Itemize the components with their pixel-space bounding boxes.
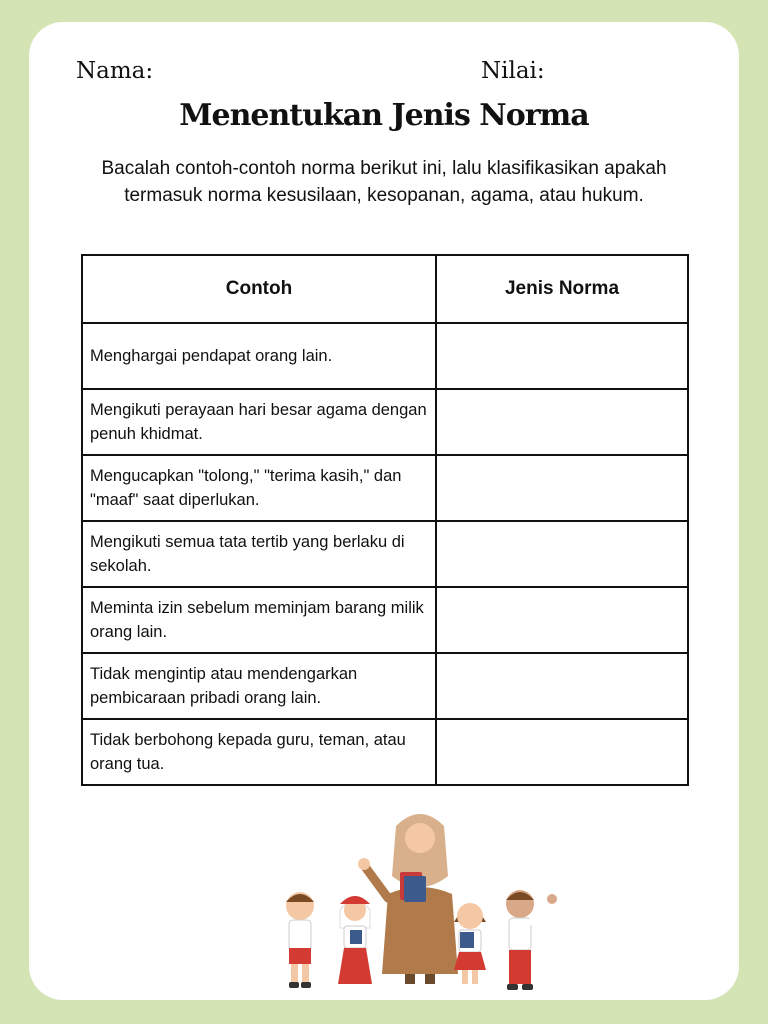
example-cell: Mengikuti perayaan hari besar agama dengan penuh khidmat. <box>82 389 436 455</box>
example-cell: Meminta izin sebelum meminjam barang milik orang lain. <box>82 587 436 653</box>
table-row <box>82 521 688 587</box>
page-title: Menentukan Jenis Norma <box>179 98 589 133</box>
answer-cell[interactable] <box>436 323 688 389</box>
answer-cell[interactable] <box>436 719 688 785</box>
table-row <box>82 323 688 389</box>
answer-cell[interactable] <box>436 587 688 653</box>
table-row <box>82 653 688 719</box>
example-cell: Menghargai pendapat orang lain. <box>82 323 436 389</box>
student-girl-hijab-figure <box>338 896 372 984</box>
answer-cell[interactable] <box>436 455 688 521</box>
name-label: Nama: <box>76 58 154 84</box>
answer-cell[interactable] <box>436 521 688 587</box>
table-row <box>82 389 688 455</box>
table-header-row <box>82 255 688 323</box>
answer-cell[interactable] <box>436 653 688 719</box>
student-boy-waving-figure <box>506 890 557 990</box>
table-row <box>82 587 688 653</box>
teacher-with-students-illustration <box>270 806 570 998</box>
example-cell: Tidak mengintip atau mendengarkan pembicaraan pribadi orang lain. <box>82 653 436 719</box>
student-boy-figure <box>286 892 314 988</box>
example-cell: Tidak berbohong kepada guru, teman, atau orang tua. <box>82 719 436 785</box>
column-header-contoh: Contoh <box>82 255 436 323</box>
teacher-figure <box>358 814 458 984</box>
score-label: Nilai: <box>481 58 545 84</box>
table-row <box>82 719 688 785</box>
table-row <box>82 455 688 521</box>
norma-table <box>81 254 689 786</box>
example-cell: Mengucapkan "tolong," "terima kasih," dan "maaf" saat diperlukan. <box>82 455 436 521</box>
instruction-text: Bacalah contoh-contoh norma berikut ini, lalu klasifikasikan apakah termasuk norma kesusilaan, kesopanan, agama, atau hukum. <box>101 158 667 206</box>
example-cell: Mengikuti semua tata tertib yang berlaku di sekolah. <box>82 521 436 587</box>
student-girl-figure <box>454 903 486 984</box>
column-header-jenis-norma: Jenis Norma <box>436 255 688 323</box>
answer-cell[interactable] <box>436 389 688 455</box>
